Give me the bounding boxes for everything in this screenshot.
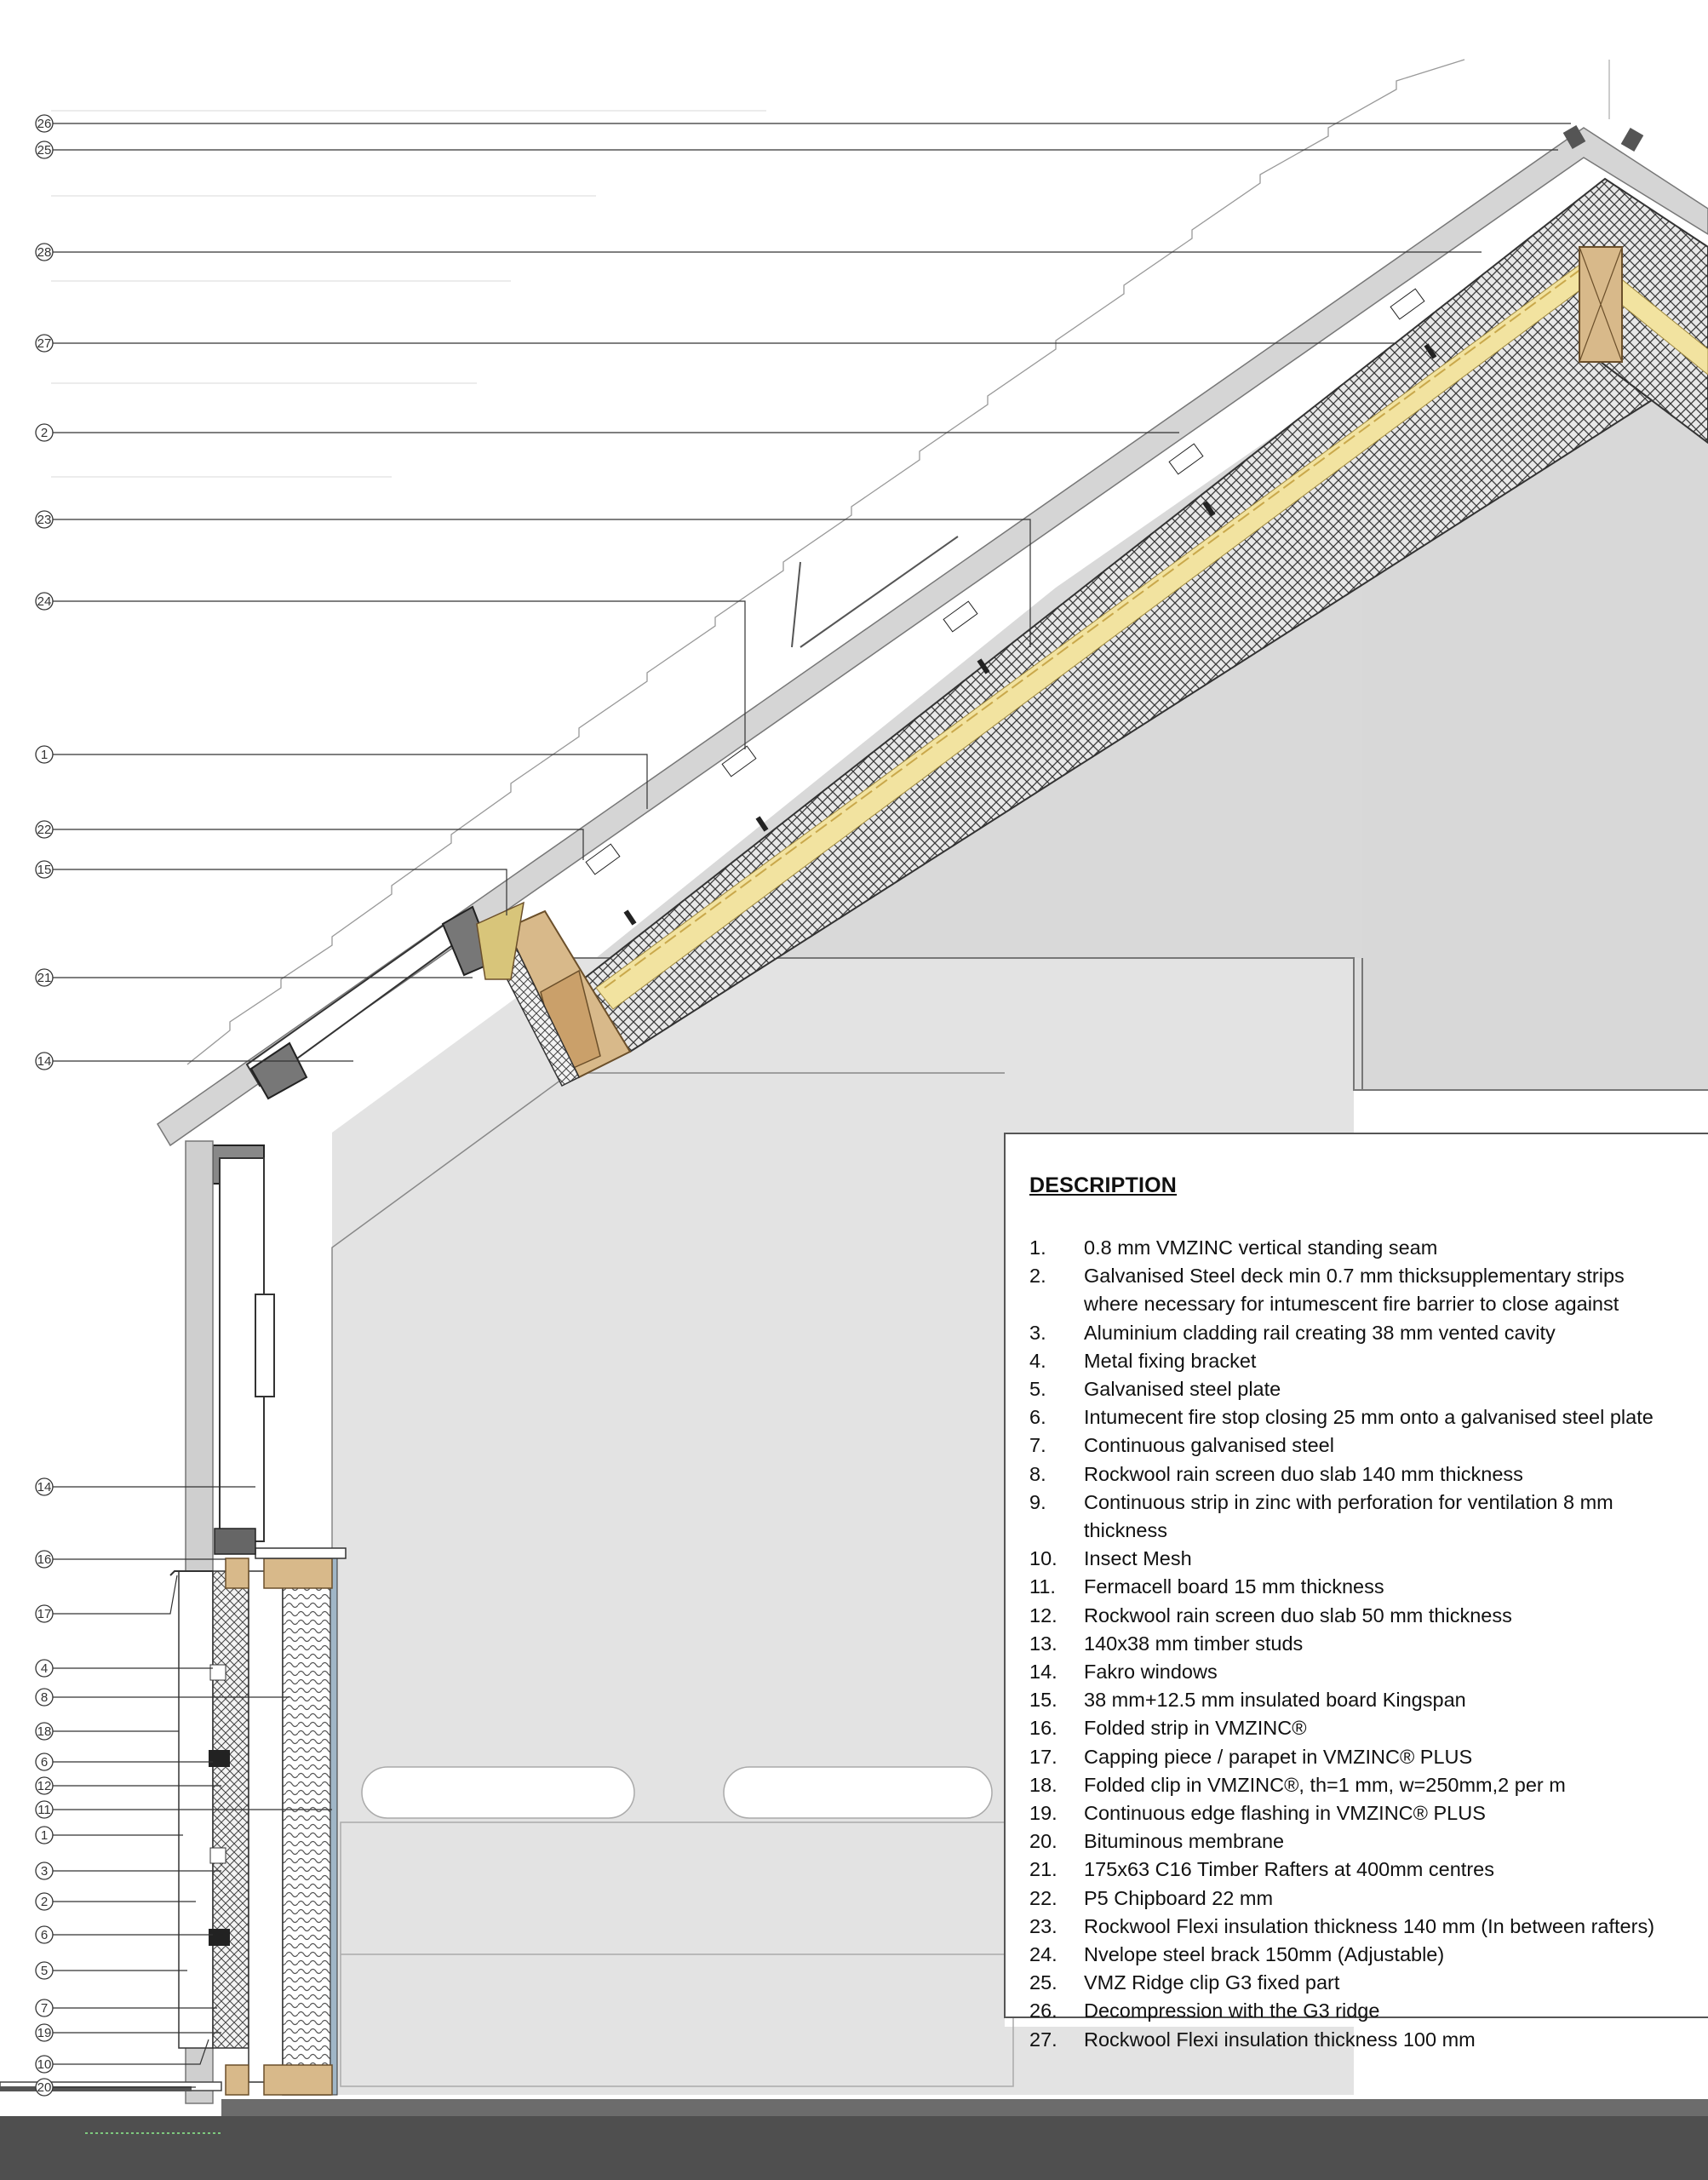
legend-list — [1029, 1234, 1708, 2054]
legend-item-text: Folded strip in VMZINC® — [1084, 1717, 1307, 1740]
legend-item-number: 3. — [1029, 1321, 1046, 1344]
legend-item-text: Rockwool Flexi insulation thickness 140 mm (In between rafters) — [1084, 1914, 1655, 1937]
legend-item-number: 21. — [1029, 1858, 1057, 1881]
legend-item-text: Rockwool rain screen duo slab 50 mm thickness — [1084, 1603, 1512, 1626]
legend-item-text: P5 Chipboard 22 mm — [1084, 1886, 1274, 1909]
legend-item-text: VMZ Ridge clip G3 fixed part — [1084, 1971, 1340, 1994]
callout-number: 6 — [40, 1755, 49, 1770]
wall-section — [170, 1141, 346, 2103]
legend-item — [1029, 1573, 1708, 1601]
legend-item-number: 2. — [1029, 1265, 1046, 1288]
callout-number: 25 — [37, 143, 52, 158]
callout-number: 27 — [37, 336, 52, 351]
legend-item-number: 24. — [1029, 1943, 1057, 1966]
callout-number: 7 — [40, 2001, 49, 2016]
legend-item-text: Insect Mesh — [1084, 1547, 1192, 1570]
legend-item-number: 27. — [1029, 2028, 1057, 2051]
legend-item-text: Continuous edge flashing in VMZINC® PLUS — [1084, 1802, 1486, 1825]
legend-item-text: 175x63 C16 Timber Rafters at 400mm centres — [1084, 1858, 1494, 1881]
legend-item-number: 15. — [1029, 1689, 1057, 1712]
callout-number: 28 — [37, 245, 52, 260]
callout-number: 8 — [40, 1690, 49, 1705]
legend-item-text: Nvelope steel brack 150mm (Adjustable) — [1084, 1943, 1445, 1966]
legend-item-number: 26. — [1029, 1999, 1057, 2022]
legend-item-number: 11. — [1029, 1575, 1056, 1598]
legend-item — [1029, 1799, 1708, 1827]
legend-item — [1029, 1771, 1708, 1799]
legend-item-number: 7. — [1029, 1434, 1046, 1457]
callout-circles-wall — [36, 1478, 53, 2096]
callout-number: 22 — [37, 823, 52, 837]
legend-item-number: 4. — [1029, 1349, 1046, 1372]
legend-item-text: Decompression with the G3 ridge — [1084, 1999, 1380, 2022]
legend-item-text: Bituminous membrane — [1084, 1830, 1285, 1853]
legend-item — [1029, 1460, 1708, 1489]
callout-number: 24 — [37, 594, 52, 609]
legend-item-number: 6. — [1029, 1406, 1046, 1429]
legend-item-text: Fakro windows — [1084, 1661, 1218, 1684]
legend-item-number: 1. — [1029, 1236, 1046, 1259]
legend-item-text: 38 mm+12.5 mm insulated board Kingspan — [1084, 1689, 1466, 1712]
legend-item — [1029, 1658, 1708, 1686]
callout-number: 14 — [37, 1054, 52, 1069]
legend-item — [1029, 1714, 1708, 1742]
callout-number: 14 — [37, 1480, 52, 1494]
callout-number: 2 — [40, 426, 49, 440]
legend-item — [1029, 1431, 1708, 1460]
legend-item-number: 9. — [1029, 1490, 1046, 1513]
legend-item-text: Continuous galvanised steel — [1084, 1434, 1334, 1457]
callout-number: 4 — [40, 1661, 49, 1676]
callout-number: 3 — [40, 1864, 49, 1879]
legend-item-number: 12. — [1029, 1603, 1057, 1626]
legend-item-text: Folded clip in VMZINC®, th=1 mm, w=250mm,2 per m — [1084, 1773, 1566, 1796]
legend-item-text: Metal fixing bracket — [1084, 1349, 1257, 1372]
legend-item — [1029, 1319, 1708, 1347]
callout-number: 17 — [37, 1607, 52, 1621]
callout-number: 21 — [37, 971, 52, 985]
legend-item-number: 8. — [1029, 1462, 1046, 1485]
legend-item — [1029, 1234, 1708, 1262]
legend-item-text: 0.8 mm VMZINC vertical standing seam — [1084, 1236, 1438, 1259]
legend-item-number: 22. — [1029, 1886, 1057, 1909]
legend-item-text: Capping piece / parapet in VMZINC® PLUS — [1084, 1745, 1473, 1768]
callout-number: 23 — [37, 513, 52, 527]
callout-number: 20 — [37, 2080, 52, 2095]
legend-item-number: 10. — [1029, 1547, 1057, 1570]
legend-item-number: 23. — [1029, 1914, 1057, 1937]
callout-circles-roof — [36, 115, 53, 1070]
callout-number: 16 — [37, 1552, 52, 1567]
legend-item-number: 18. — [1029, 1773, 1057, 1796]
callout-number: 1 — [40, 748, 49, 762]
callout-number: 1 — [40, 1828, 49, 1843]
legend-item — [1029, 1686, 1708, 1714]
legend-item — [1029, 1403, 1708, 1431]
legend-item-number: 19. — [1029, 1802, 1057, 1825]
faint-traces — [51, 111, 766, 477]
callout-number: 11 — [37, 1803, 51, 1817]
callout-number: 5 — [40, 1964, 49, 1978]
legend-item-text: Rockwool Flexi insulation thickness 100 mm — [1084, 2028, 1476, 2051]
legend-item — [1029, 1969, 1708, 1997]
legend-item — [1029, 2026, 1708, 2054]
legend-item — [1029, 1602, 1708, 1630]
legend-item-text: 140x38 mm timber studs — [1084, 1632, 1304, 1655]
callout-number: 2 — [40, 1895, 49, 1909]
legend-item-text: Galvanised Steel deck min 0.7 mm thicksupplementary strips where necessary for intumescent fire barrier to close against — [1084, 1265, 1625, 1316]
legend-item-number: 13. — [1029, 1632, 1057, 1655]
legend-item-number: 25. — [1029, 1971, 1057, 1994]
legend-item — [1029, 1856, 1708, 1884]
legend-item — [1029, 1545, 1708, 1573]
callout-number: 26 — [37, 117, 52, 131]
legend-item — [1029, 1913, 1708, 1941]
legend-title: DESCRIPTION — [1029, 1173, 1178, 1197]
callout-number: 15 — [37, 863, 52, 877]
legend-item-text: Continuous strip in zinc with perforation for ventilation 8 mm thickness — [1084, 1490, 1613, 1542]
legend-item-number: 14. — [1029, 1661, 1057, 1684]
callout-number: 6 — [40, 1928, 49, 1942]
legend-item — [1029, 1941, 1708, 1969]
legend-item-text: Galvanised steel plate — [1084, 1378, 1281, 1401]
legend-item-number: 17. — [1029, 1745, 1057, 1768]
legend-item-text: Rockwool rain screen duo slab 140 mm thickness — [1084, 1462, 1523, 1485]
legend-item — [1029, 1630, 1708, 1658]
legend-item-number: 20. — [1029, 1830, 1057, 1853]
legend-item — [1029, 1347, 1708, 1375]
legend-item-text: Intumecent fire stop closing 25 mm onto a galvanised steel plate — [1084, 1406, 1654, 1429]
legend-item — [1029, 1375, 1708, 1403]
legend-item — [1029, 1885, 1708, 1913]
description-legend — [1004, 1133, 1708, 2051]
callout-number: 19 — [37, 2026, 52, 2040]
legend-item-text: Fermacell board 15 mm thickness — [1084, 1575, 1384, 1598]
callout-number: 12 — [37, 1779, 52, 1793]
legend-item-number: 5. — [1029, 1378, 1046, 1401]
callout-number: 10 — [37, 2057, 52, 2072]
legend-item — [1029, 1827, 1708, 1856]
callout-number: 18 — [37, 1724, 52, 1739]
legend-item — [1029, 1743, 1708, 1771]
legend-item — [1029, 1262, 1708, 1318]
legend-item — [1029, 1489, 1708, 1545]
legend-item — [1029, 1997, 1708, 2025]
legend-item-number: 16. — [1029, 1717, 1057, 1740]
legend-item-text: Aluminium cladding rail creating 38 mm vented cavity — [1084, 1321, 1556, 1344]
